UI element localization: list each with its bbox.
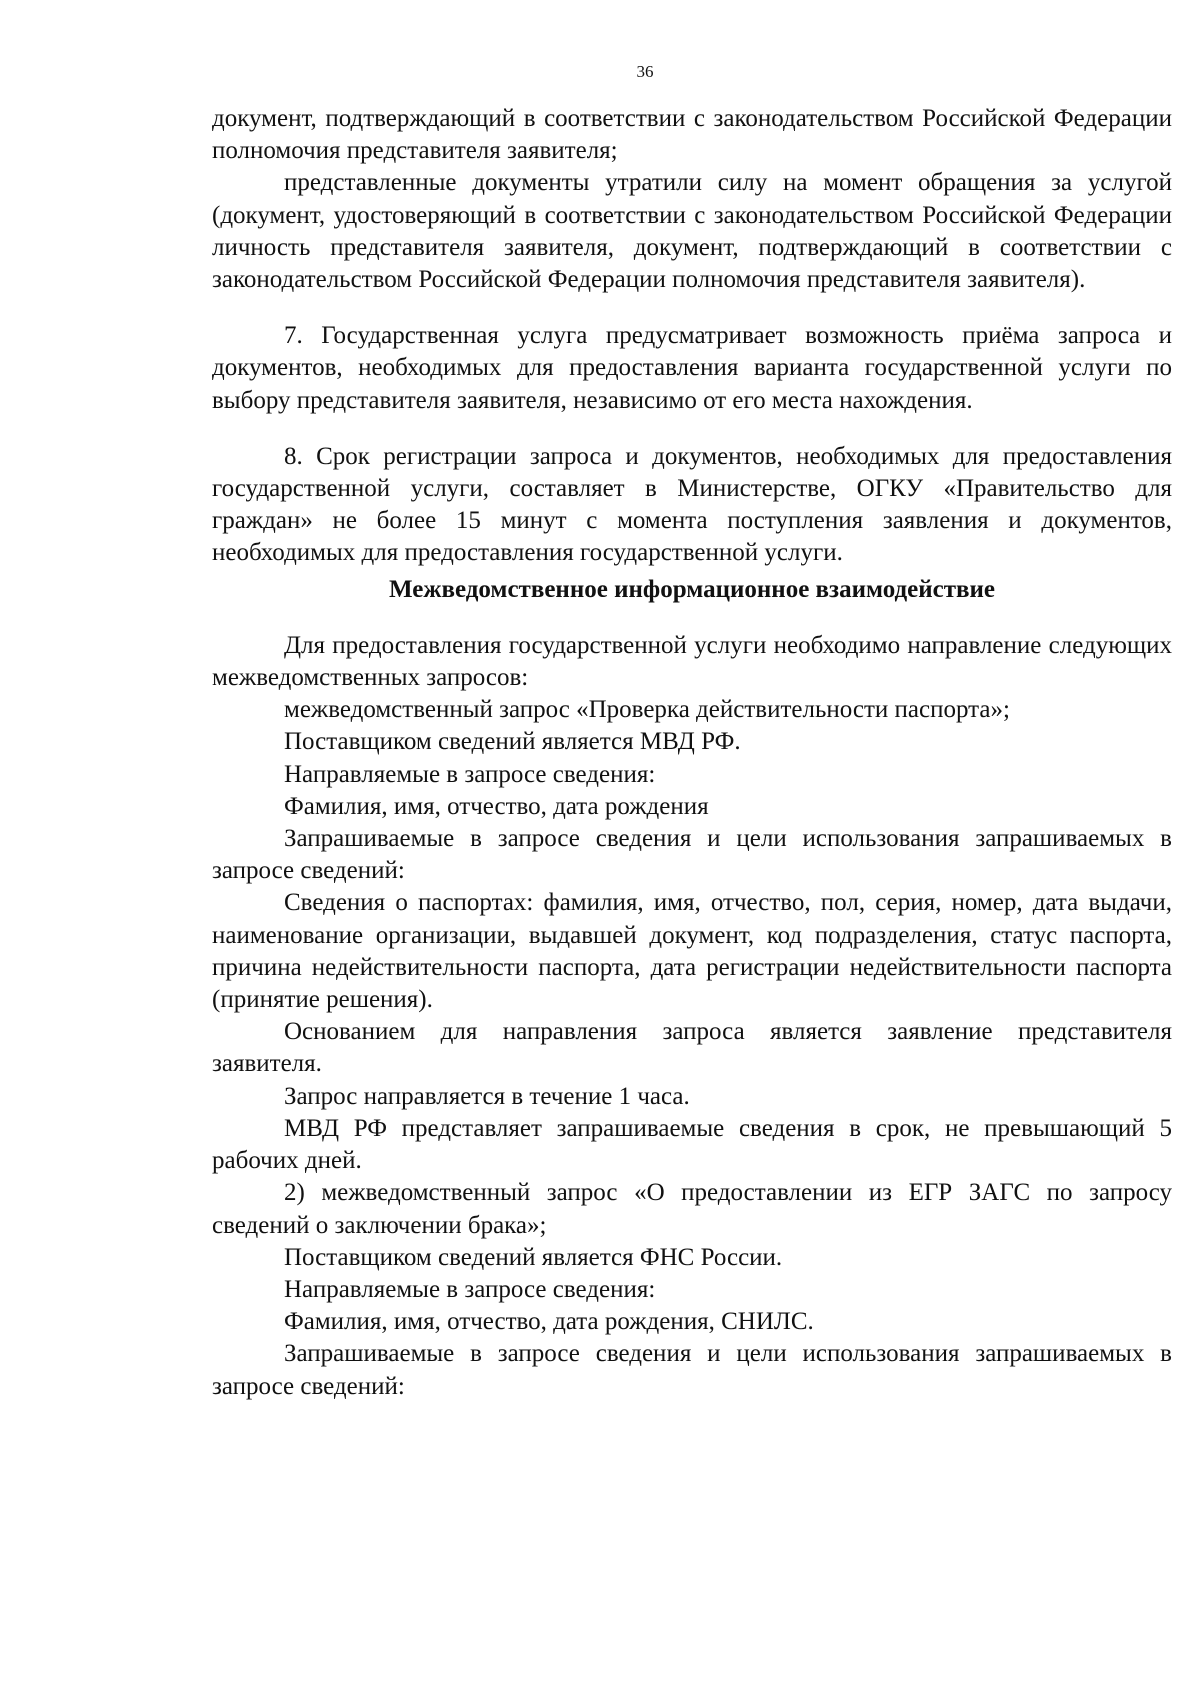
paragraph: документ, подтверждающий в соответствии с законодательством Российской Федерации полномочия представителя заявителя; xyxy=(212,105,1172,165)
paragraph: представленные документы утратили силу на момент обращения за услугой (документ, удостоверяющий в соответствии с законодательством Российской Федерации личность представителя заявителя, документ, подтверждающий в соответствии с законодательством Российской Федерации полномочия представителя заявителя). xyxy=(212,169,1172,294)
section-heading: Межведомственное информационное взаимодействие xyxy=(389,575,995,603)
paragraph: МВД РФ представляет запрашиваемые сведения в срок, не превышающий 5 рабочих дней. xyxy=(212,1114,1172,1175)
paragraph: Запрашиваемые в запросе сведения и цели использования запрашиваемых в запросе сведений: xyxy=(212,825,1172,885)
page-number: 36 xyxy=(636,62,654,81)
paragraph: Поставщиком сведений является МВД РФ. xyxy=(284,728,741,756)
paragraph: Фамилия, имя, отчество, дата рождения, СНИЛС. xyxy=(284,1308,814,1336)
paragraph: Фамилия, имя, отчество, дата рождения xyxy=(284,792,709,820)
paragraph: Для предоставления государственной услуги необходимо направление следующих межведомственных запросов: xyxy=(212,631,1172,692)
paragraph-item-8: 8. Срок регистрации запроса и документов, необходимых для предоставления государственной услуги, составляет в Министерстве, ОГКУ «Правительство для граждан» не более 15 минут с момента поступления заявления и документов, необходимых для предоставления государственной услуги. xyxy=(212,442,1172,567)
paragraph: 2) межведомственный запрос «О предоставлении из ЕГР ЗАГС по запросу сведений о заключении брака»; xyxy=(212,1179,1172,1239)
paragraph: Запрашиваемые в запросе сведения и цели использования запрашиваемых в запросе сведений: xyxy=(212,1340,1172,1400)
paragraph: Запрос направляется в течение 1 часа. xyxy=(284,1082,690,1110)
paragraph: Направляемые в запросе сведения: xyxy=(284,1275,656,1303)
document-body xyxy=(212,103,1172,1403)
paragraph: межведомственный запрос «Проверка действительности паспорта»; xyxy=(284,696,1010,724)
paragraph: Сведения о паспортах: фамилия, имя, отчество, пол, серия, номер, дата выдачи, наименование организации, выдавшей документ, код подразделения, статус паспорта, причина недействительности паспорта, дата регистрации недействительности паспорта (принятие решения). xyxy=(212,889,1172,1014)
paragraph: Поставщиком сведений является ФНС России. xyxy=(284,1243,783,1271)
paragraph: Основанием для направления запроса является заявление представителя заявителя. xyxy=(212,1018,1172,1078)
paragraph: Направляемые в запросе сведения: xyxy=(284,760,656,788)
paragraph-item-7: 7. Государственная услуга предусматривает возможность приёма запроса и документов, необходимых для предоставления варианта государственной услуги по выбору представителя заявителя, независимо от его места нахождения. xyxy=(212,322,1172,414)
